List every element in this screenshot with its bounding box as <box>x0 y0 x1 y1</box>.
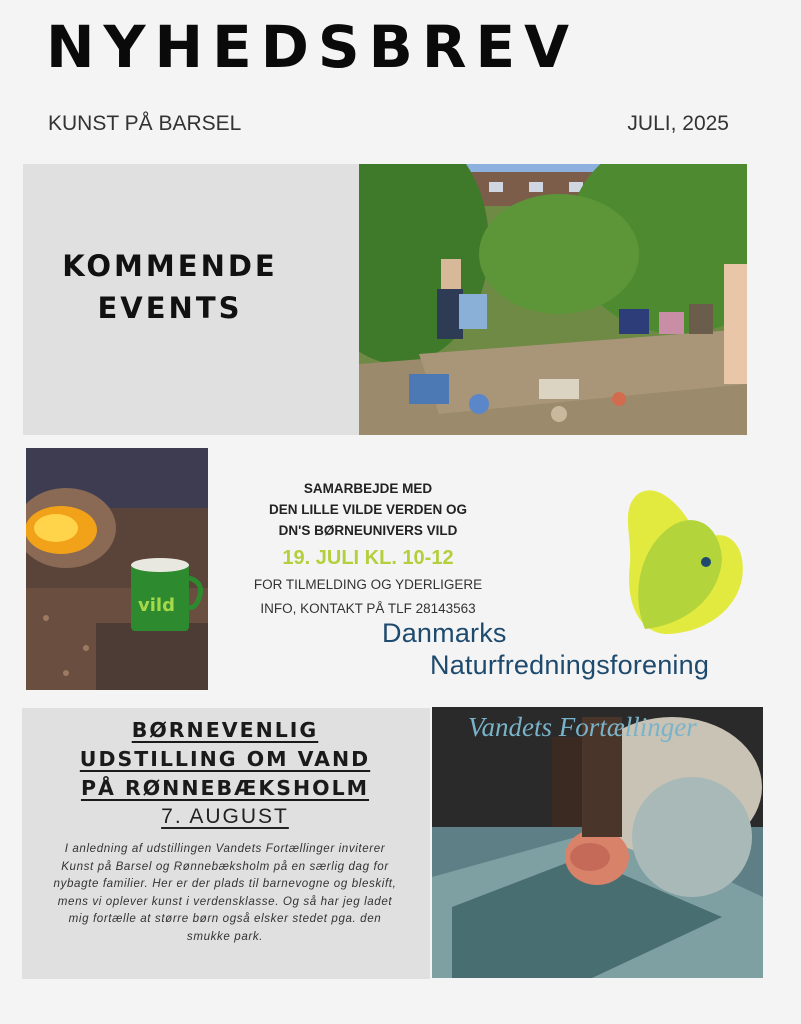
info-line1: FOR TILMELDING OG YDERLIGERE <box>253 577 483 592</box>
garden-workshop-photo <box>359 164 747 435</box>
collab-line2: DEN LILLE VILDE VERDEN OG <box>268 502 468 517</box>
exhibition-heading-line2: UDSTILLING OM VAND <box>79 747 371 771</box>
water-image-title: Vandets Fortællinger <box>468 712 697 742</box>
collaboration-block <box>228 478 508 619</box>
issue-date: JULI, 2025 <box>627 112 729 135</box>
exhibition-heading <box>40 716 410 803</box>
exhibition-date <box>40 805 410 829</box>
dn-logo-word1: Danmarks <box>382 618 507 648</box>
newsletter-title: NYHEDSBREV <box>46 13 578 81</box>
water-hands-photo <box>432 707 763 978</box>
exhibition-body: I anledning af udstillingen Vandets Fortællinger inviterer Kunst på Barsel og Rønnebæksholm på en særlig dag for nybagte familier. Her er der plads til barnevogne og bleskift, mens vi oplever kunst i verdensklasse. Og så har jeg ladet mig fortælle at større børn også elsker stedet pga. den smukke park. <box>53 842 397 943</box>
events-heading <box>50 245 290 329</box>
exhibition-date-text: 7. AUGUST <box>161 805 289 828</box>
exhibition-heading-line3: PÅ RØNNEBÆKSHOLM <box>80 776 370 800</box>
dn-logo-word2: Naturfredningsforening <box>430 650 710 680</box>
exhibition-heading-line1: BØRNEVENLIG <box>131 718 319 742</box>
events-heading-line2: EVENTS <box>97 291 243 325</box>
collab-line1: SAMARBEJDE MED <box>303 481 433 496</box>
events-heading-line1: KOMMENDE <box>62 249 278 283</box>
organization-name: KUNST PÅ BARSEL <box>48 112 242 135</box>
dn-butterfly-logo-icon <box>620 484 750 639</box>
mug-logo-text: vild <box>138 595 175 616</box>
event-date: 19. JULI KL. 10-12 <box>282 547 454 569</box>
info-line2: INFO, KONTAKT PÅ TLF 28143563 <box>260 601 476 616</box>
campfire-mug-photo <box>26 448 208 690</box>
collab-line3: DN'S BØRNEUNIVERS VILD <box>278 523 458 538</box>
